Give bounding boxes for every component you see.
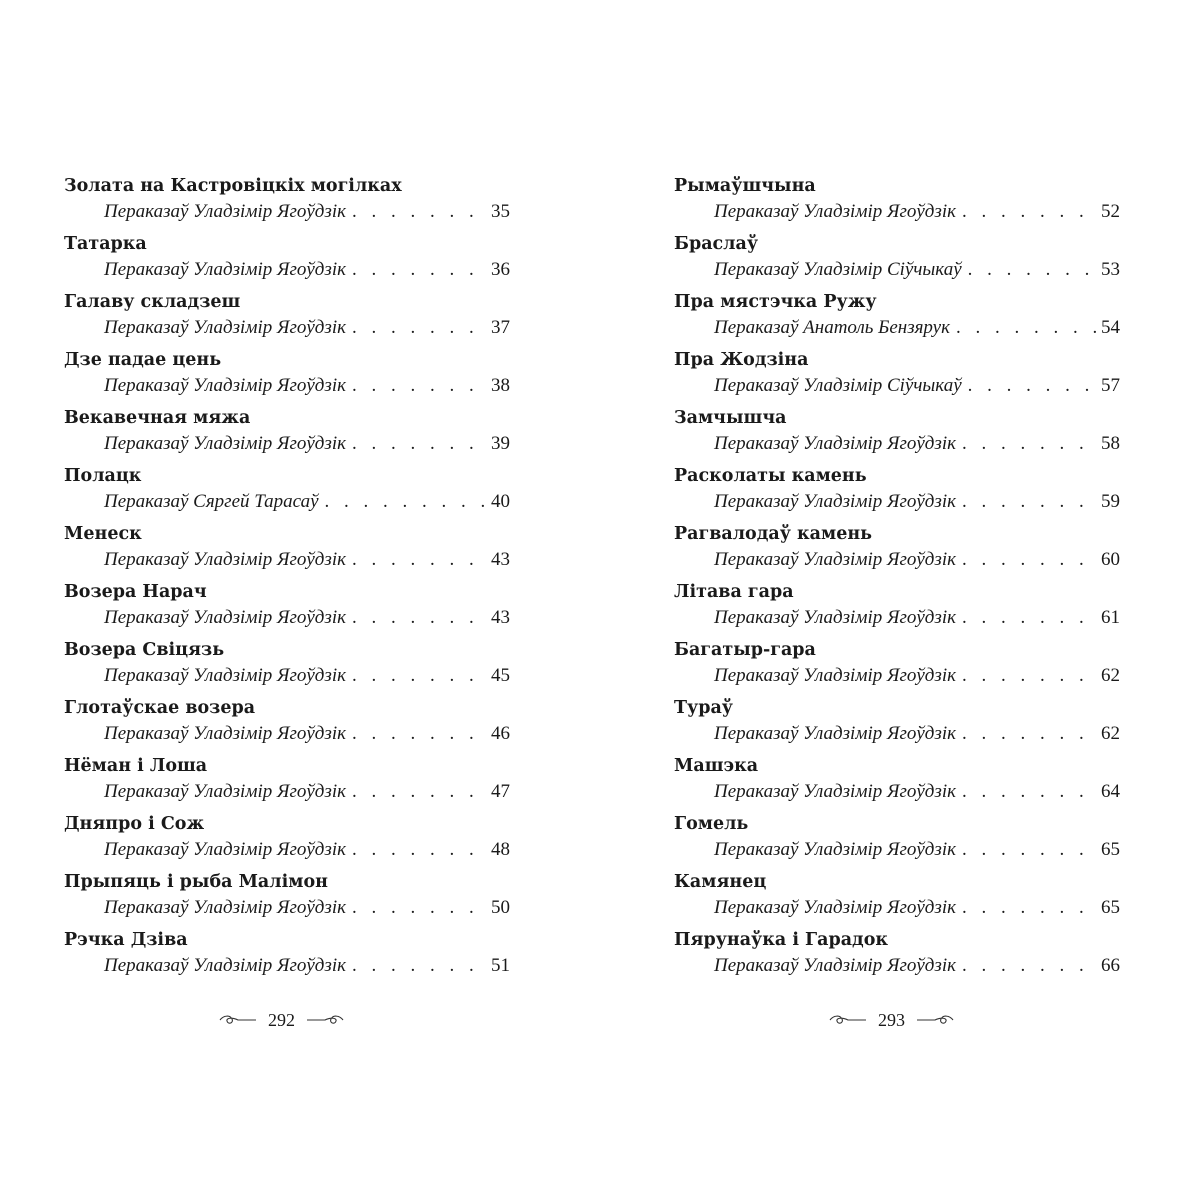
- entry-author-line: [674, 779, 1120, 804]
- entry-author: Пераказаў Уладзімір Ягоўдзік: [104, 781, 346, 802]
- toc-entry: [674, 696, 1120, 754]
- toc-entry: [64, 928, 510, 986]
- toc-entry: [64, 348, 510, 406]
- flourish-ornament-icon: [218, 1013, 258, 1027]
- entry-author: Пераказаў Уладзімір Сіўчыкаў: [714, 375, 962, 396]
- dot-leader: [968, 373, 1097, 398]
- entry-title: Рымаўшчына: [674, 176, 816, 196]
- entry-title: Гомель: [674, 814, 749, 834]
- toc-entry: [64, 290, 510, 348]
- dot-leader: [962, 779, 1097, 804]
- entry-page-number: 60: [1101, 549, 1120, 570]
- entry-page-number: 54: [1101, 317, 1120, 338]
- toc-entry: [674, 580, 1120, 638]
- entry-page-number: 39: [491, 433, 510, 454]
- entry-author: Пераказаў Уладзімір Сіўчыкаў: [714, 259, 962, 280]
- entry-author: Пераказаў Уладзімір Ягоўдзік: [104, 607, 346, 628]
- dot-leader: [962, 953, 1097, 978]
- entry-page-number: 66: [1101, 955, 1120, 976]
- entry-page-number: 36: [491, 259, 510, 280]
- entry-author-line: [674, 895, 1120, 920]
- right-page-toc: [674, 174, 1120, 986]
- entry-author-line: [64, 953, 510, 978]
- entry-page-number: 62: [1101, 665, 1120, 686]
- entry-title: Полацк: [64, 466, 142, 486]
- entry-author: Пераказаў Уладзімір Ягоўдзік: [714, 955, 956, 976]
- entry-title: Дзе падае цень: [64, 350, 222, 370]
- entry-author-line: [674, 489, 1120, 514]
- flourish-ornament-icon: [915, 1013, 955, 1027]
- dot-leader: [352, 837, 487, 862]
- entry-author-line: [674, 257, 1120, 282]
- dot-leader: [962, 605, 1097, 630]
- dot-leader: [962, 721, 1097, 746]
- entry-title: Дняпро і Сож: [64, 814, 205, 834]
- toc-entry: [64, 464, 510, 522]
- entry-author: Пераказаў Уладзімір Ягоўдзік: [714, 897, 956, 918]
- entry-author-line: [674, 721, 1120, 746]
- entry-title: Возера Свіцязь: [64, 640, 225, 660]
- toc-entry: [64, 812, 510, 870]
- entry-author: Пераказаў Уладзімір Ягоўдзік: [104, 665, 346, 686]
- dot-leader: [352, 199, 487, 224]
- toc-entry: [64, 580, 510, 638]
- toc-entry: [64, 232, 510, 290]
- toc-entry: [64, 870, 510, 928]
- entry-title: Золата на Кастровіцкіх могілках: [64, 176, 402, 196]
- entry-title: Рагвалодаў камень: [674, 524, 873, 544]
- toc-entry: [674, 406, 1120, 464]
- entry-author: Пераказаў Уладзімір Ягоўдзік: [104, 433, 346, 454]
- toc-entry: [674, 754, 1120, 812]
- entry-page-number: 43: [491, 607, 510, 628]
- entry-title: Менеск: [64, 524, 142, 544]
- entry-title: Глотаўскае возера: [64, 698, 256, 718]
- entry-author: Пераказаў Уладзімір Ягоўдзік: [104, 955, 346, 976]
- dot-leader: [962, 431, 1097, 456]
- entry-author-line: [674, 953, 1120, 978]
- entry-author-line: [64, 721, 510, 746]
- page-number: 293: [878, 1009, 905, 1030]
- entry-page-number: 61: [1101, 607, 1120, 628]
- left-page-toc: [64, 174, 510, 986]
- entry-title: Замчышча: [674, 408, 787, 428]
- dot-leader: [325, 489, 487, 514]
- entry-author-line: [64, 663, 510, 688]
- entry-title: Браслаў: [674, 234, 759, 254]
- entry-title: Машэка: [674, 756, 759, 776]
- entry-page-number: 43: [491, 549, 510, 570]
- dot-leader: [962, 663, 1097, 688]
- entry-page-number: 62: [1101, 723, 1120, 744]
- entry-author: Пераказаў Уладзімір Ягоўдзік: [104, 723, 346, 744]
- entry-author: Пераказаў Уладзімір Ягоўдзік: [104, 549, 346, 570]
- right-page-folio: [828, 1009, 955, 1031]
- entry-author-line: [674, 663, 1120, 688]
- flourish-ornament-icon: [828, 1013, 868, 1027]
- dot-leader: [962, 837, 1097, 862]
- toc-entry: [674, 290, 1120, 348]
- entry-page-number: 40: [491, 491, 510, 512]
- dot-leader: [352, 315, 487, 340]
- flourish-ornament-icon: [305, 1013, 345, 1027]
- toc-entry: [674, 348, 1120, 406]
- entry-author-line: [64, 605, 510, 630]
- entry-title: Рэчка Дзіва: [64, 930, 188, 950]
- toc-entry: [64, 638, 510, 696]
- entry-page-number: 65: [1101, 897, 1120, 918]
- entry-title: Расколаты камень: [674, 466, 867, 486]
- entry-title: Галаву складзеш: [64, 292, 241, 312]
- entry-author-line: [64, 895, 510, 920]
- entry-title: Пярунаўка і Гарадок: [674, 930, 889, 950]
- dot-leader: [962, 895, 1097, 920]
- dot-leader: [968, 257, 1097, 282]
- toc-entry: [674, 174, 1120, 232]
- entry-author-line: [64, 373, 510, 398]
- dot-leader: [352, 605, 487, 630]
- toc-entry: [64, 406, 510, 464]
- toc-entry: [64, 174, 510, 232]
- toc-entry: [64, 754, 510, 812]
- entry-page-number: 59: [1101, 491, 1120, 512]
- entry-author: Пераказаў Уладзімір Ягоўдзік: [714, 201, 956, 222]
- entry-page-number: 50: [491, 897, 510, 918]
- entry-title: Багатыр-гара: [674, 640, 816, 660]
- dot-leader: [352, 663, 487, 688]
- entry-page-number: 48: [491, 839, 510, 860]
- dot-leader: [352, 953, 487, 978]
- entry-author-line: [64, 547, 510, 572]
- entry-page-number: 65: [1101, 839, 1120, 860]
- entry-title: Прыпяць і рыба Малімон: [64, 872, 328, 892]
- left-page-folio: [218, 1009, 345, 1031]
- entry-author-line: [64, 779, 510, 804]
- toc-entry: [674, 638, 1120, 696]
- entry-author-line: [674, 547, 1120, 572]
- entry-author: Пераказаў Уладзімір Ягоўдзік: [104, 839, 346, 860]
- entry-author: Пераказаў Уладзімір Ягоўдзік: [714, 781, 956, 802]
- dot-leader: [956, 315, 1097, 340]
- entry-author: Пераказаў Сяргей Тарасаў: [104, 491, 319, 512]
- entry-author: Пераказаў Уладзімір Ягоўдзік: [104, 259, 346, 280]
- entry-author-line: [64, 199, 510, 224]
- entry-author: Пераказаў Уладзімір Ягоўдзік: [714, 433, 956, 454]
- entry-page-number: 45: [491, 665, 510, 686]
- entry-author: Пераказаў Уладзімір Ягоўдзік: [104, 201, 346, 222]
- dot-leader: [962, 547, 1097, 572]
- entry-page-number: 51: [491, 955, 510, 976]
- dot-leader: [352, 431, 487, 456]
- toc-entry: [674, 870, 1120, 928]
- entry-title: Пра мястэчка Ружу: [674, 292, 877, 312]
- entry-page-number: 58: [1101, 433, 1120, 454]
- toc-entry: [674, 522, 1120, 580]
- toc-entry: [674, 232, 1120, 290]
- entry-title: Тураў: [674, 698, 734, 718]
- entry-author-line: [64, 315, 510, 340]
- page-number: 292: [268, 1009, 295, 1030]
- entry-author: Пераказаў Уладзімір Ягоўдзік: [714, 491, 956, 512]
- entry-page-number: 35: [491, 201, 510, 222]
- dot-leader: [352, 721, 487, 746]
- entry-title: Возера Нарач: [64, 582, 207, 602]
- toc-entry: [674, 928, 1120, 986]
- entry-title: Нёман і Лоша: [64, 756, 208, 776]
- entry-author-line: [674, 199, 1120, 224]
- entry-author-line: [64, 837, 510, 862]
- entry-author: Пераказаў Уладзімір Ягоўдзік: [714, 607, 956, 628]
- entry-author: Пераказаў Уладзімір Ягоўдзік: [714, 549, 956, 570]
- toc-entry: [674, 464, 1120, 522]
- entry-author: Пераказаў Уладзімір Ягоўдзік: [714, 839, 956, 860]
- entry-author: Пераказаў Уладзімір Ягоўдзік: [104, 897, 346, 918]
- entry-page-number: 46: [491, 723, 510, 744]
- entry-page-number: 64: [1101, 781, 1120, 802]
- toc-entry: [64, 522, 510, 580]
- entry-author: Пераказаў Уладзімір Ягоўдзік: [104, 375, 346, 396]
- entry-page-number: 38: [491, 375, 510, 396]
- dot-leader: [352, 779, 487, 804]
- entry-page-number: 53: [1101, 259, 1120, 280]
- entry-author-line: [674, 315, 1120, 340]
- entry-author: Пераказаў Уладзімір Ягоўдзік: [104, 317, 346, 338]
- entry-author-line: [64, 257, 510, 282]
- entry-page-number: 47: [491, 781, 510, 802]
- entry-title: Літава гара: [674, 582, 794, 602]
- entry-title: Векавечная мяжа: [64, 408, 251, 428]
- entry-title: Татарка: [64, 234, 147, 254]
- entry-author: Пераказаў Уладзімір Ягоўдзік: [714, 665, 956, 686]
- entry-title: Пра Жодзіна: [674, 350, 809, 370]
- dot-leader: [962, 199, 1097, 224]
- entry-page-number: 57: [1101, 375, 1120, 396]
- entry-author-line: [674, 431, 1120, 456]
- entry-title: Камянец: [674, 872, 767, 892]
- dot-leader: [352, 547, 487, 572]
- dot-leader: [352, 895, 487, 920]
- entry-author: Пераказаў Уладзімір Ягоўдзік: [714, 723, 956, 744]
- entry-author: Пераказаў Анатоль Бензярук: [714, 317, 951, 338]
- entry-page-number: 37: [491, 317, 510, 338]
- entry-author-line: [64, 431, 510, 456]
- entry-author-line: [674, 373, 1120, 398]
- toc-entry: [674, 812, 1120, 870]
- dot-leader: [352, 373, 487, 398]
- entry-author-line: [64, 489, 510, 514]
- entry-author-line: [674, 605, 1120, 630]
- entry-author-line: [674, 837, 1120, 862]
- dot-leader: [962, 489, 1097, 514]
- dot-leader: [352, 257, 487, 282]
- toc-entry: [64, 696, 510, 754]
- entry-page-number: 52: [1101, 201, 1120, 222]
